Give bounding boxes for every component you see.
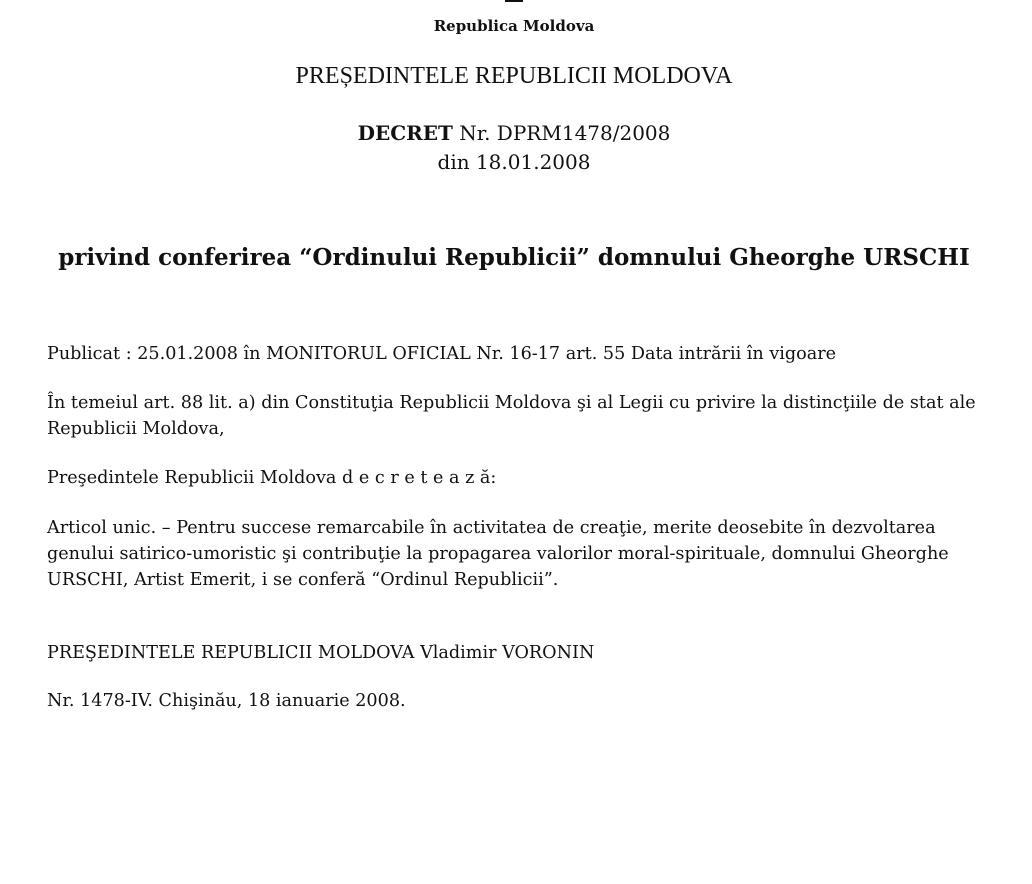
top-rule	[505, 0, 523, 2]
decree-title: privind conferirea “Ordinului Republicii” domnului Gheorghe URSCHI	[58, 244, 970, 271]
decree-word: DECRET	[357, 121, 453, 145]
decree-date: din 18.01.2008	[437, 150, 591, 174]
decrees-paragraph: Preşedintele Republicii Moldova d e c r e t e a z ă:	[47, 468, 497, 488]
signature-line: PREŞEDINTELE REPUBLICII MOLDOVA Vladimir VORONIN	[47, 643, 595, 663]
publication-line: Publicat : 25.01.2008 în MONITORUL OFICIAL Nr. 16-17 art. 55 Data intrării în vigoare	[47, 344, 837, 364]
authority-heading: PREȘEDINTELE REPUBLICII MOLDOVA	[295, 63, 733, 89]
decree-heading	[0, 119, 1028, 147]
number-place-date: Nr. 1478-IV. Chişinău, 18 ianuarie 2008.	[47, 691, 406, 711]
decree-number: Nr. DPRM1478/2008	[452, 121, 671, 145]
article-paragraph: Articol unic. – Pentru succese remarcabile în activitatea de creaţie, merite deosebite în dezvoltarea genului satirico-umoristic şi contribuţie la propagarea valorilor moral-spirituale, domnului Gheorghe URSCHI, Artist Emerit, i se conferă “Ordinul Republicii”.	[47, 518, 949, 590]
country-heading: Republica Moldova	[433, 17, 595, 35]
legal-basis-paragraph: În temeiul art. 88 lit. a) din Constituţia Republicii Moldova şi al Legii cu privire la distincţiile de stat ale Republicii Moldova,	[47, 393, 976, 439]
